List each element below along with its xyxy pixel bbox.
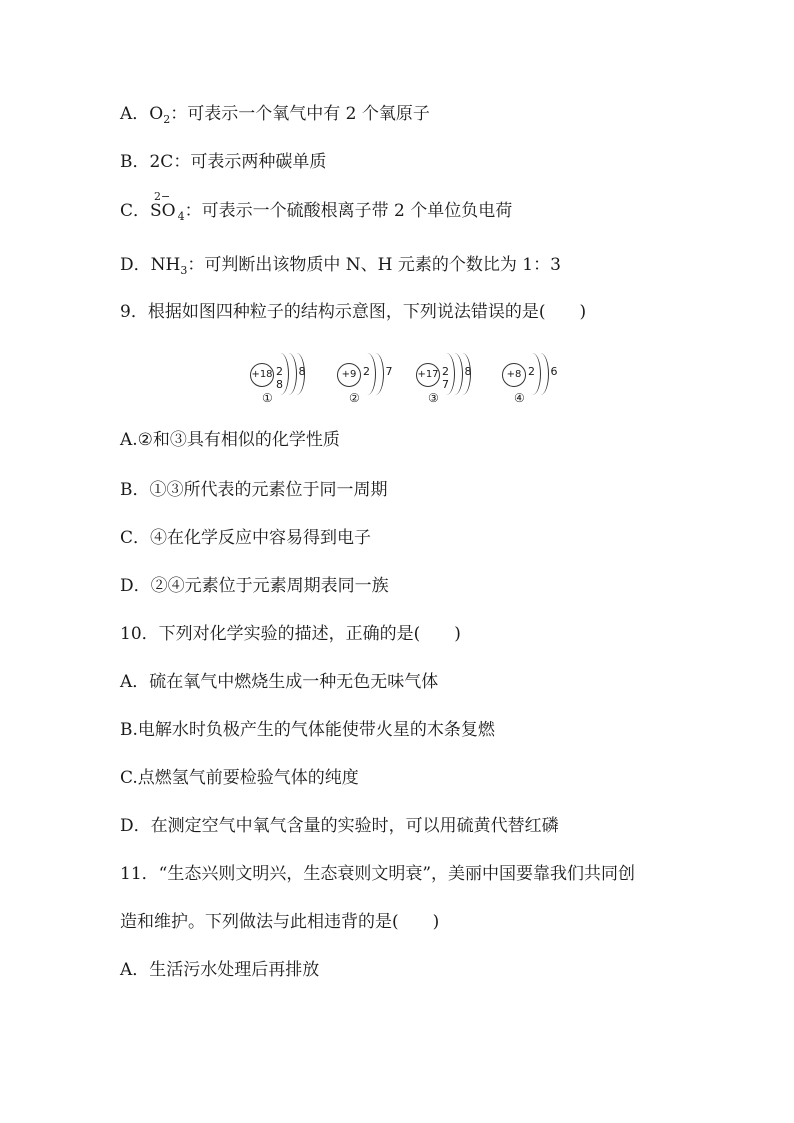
- q8-option-a: A．$O_2$：可表示一个氧气中有 2 个氧原子: [120, 104, 430, 126]
- q9-stem: 9．根据如图四种粒子的结构示意图，下列说法错误的是( ): [120, 302, 587, 322]
- q9-option-a: A.②和③具有相似的化学性质: [120, 430, 340, 450]
- q11-stem-line-2: 造和维护。下列做法与此相违背的是( ): [120, 912, 440, 932]
- q8-option-c: C．SO 2− $_4$：可表示一个硫酸根离子带 2 个单位负电荷: [120, 190, 513, 223]
- q11-option-a: A．生活污水处理后再排放: [120, 960, 320, 980]
- q9-option-b: B．①③所代表的元素位于同一周期: [120, 480, 388, 500]
- particle-structure-diagram: [240, 345, 570, 410]
- q8-option-b: B．2C：可表示两种碳单质: [120, 152, 327, 172]
- particle-1: +18 2 8 8 ①: [250, 345, 320, 410]
- q10-option-d: D．在测定空气中氧气含量的实验时，可以用硫黄代替红磷: [120, 816, 559, 836]
- q8-option-d: D．$NH_3$：可判断出该物质中 N、H 元素的个数比为 1：3: [120, 255, 561, 277]
- particle-4: +8 2 6 ④: [502, 345, 572, 410]
- q10-option-a: A．硫在氧气中燃烧生成一种无色无味气体: [120, 672, 439, 692]
- q11-stem-line-1: 11．“生态兴则文明兴，生态衰则文明衰”，美丽中国要靠我们共同创: [120, 864, 636, 884]
- q10-option-b: B.电解水时负极产生的气体能使带火星的木条复燃: [120, 720, 495, 740]
- particle-2: +9 2 7 ②: [337, 345, 407, 410]
- sulfate-ion-formula: C．SO 2− $_4$: [120, 190, 185, 223]
- q10-stem: 10．下列对化学实验的描述，正确的是( ): [120, 624, 461, 644]
- q9-option-d: D．②④元素位于元素周期表同一族: [120, 576, 389, 596]
- q9-option-c: C．④在化学反应中容易得到电子: [120, 528, 372, 548]
- particle-3: +17 2 8 7 ③: [416, 345, 486, 410]
- q10-option-c: C.点燃氢气前要检验气体的纯度: [120, 768, 359, 788]
